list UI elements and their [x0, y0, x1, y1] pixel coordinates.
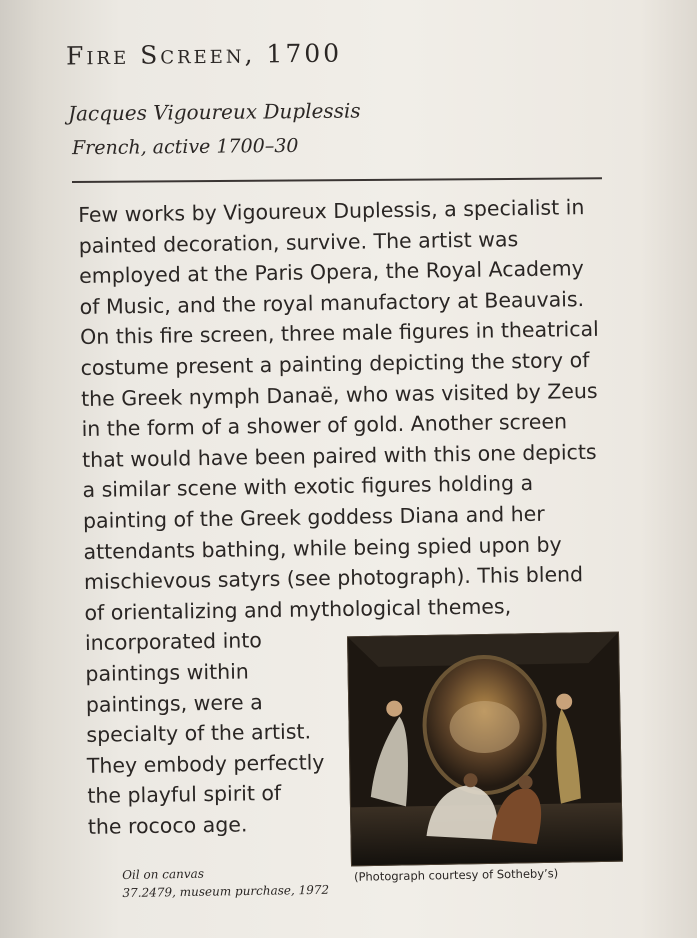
body-line: paintings, were a — [85, 689, 263, 717]
artwork-title: Fire Screen, 1700 — [65, 38, 343, 71]
body-line: of Music, and the royal manufactory at Beauvais. — [79, 286, 585, 319]
artist-name: Jacques Vigoureux Duplessis — [67, 98, 361, 126]
body-line: painting of the Greek goddess Diana and her — [82, 501, 545, 533]
body-line: Few works by Vigoureux Duplessis, a specialist in — [78, 195, 585, 227]
body-line: costume present a painting depicting the story of — [80, 347, 590, 380]
body-line: the Greek nymph Danaë, who was visited by Zeus — [80, 378, 598, 411]
body-line: employed at the Paris Opera, the Royal Academy — [79, 256, 584, 289]
medium-text: Oil on canvas — [122, 866, 205, 882]
body-line: attendants bathing, while being spied upon by — [83, 531, 562, 564]
artist-nationality: French, active 1700–30 — [71, 134, 299, 160]
companion-screen-photograph — [347, 632, 623, 867]
body-line: They embody perfectly — [86, 749, 325, 778]
body-line: specialty of the artist. — [86, 719, 312, 748]
body-line: incorporated into — [84, 628, 263, 656]
body-line: a similar scene with exotic figures holding a — [82, 471, 534, 503]
accession-text: 37.2479, museum purchase, 1972 — [122, 882, 330, 900]
body-line: the rococo age. — [87, 812, 248, 839]
body-line: in the form of a shower of gold. Another screen — [81, 409, 568, 442]
body-line: paintings within — [85, 659, 250, 686]
painting-illustration — [348, 633, 622, 866]
body-line: the playful spirit of — [87, 781, 282, 809]
body-line: of orientalizing and mythological themes, — [84, 593, 512, 625]
photograph-credit: (Photograph courtesy of Sotheby’s) — [353, 866, 559, 884]
divider-rule — [72, 177, 602, 183]
body-line: painted decoration, survive. The artist was — [78, 226, 519, 258]
object-credit-line — [122, 863, 329, 902]
body-line: that would have been paired with this one depicts — [81, 439, 597, 472]
body-line: On this fire screen, three male figures in theatrical — [79, 317, 599, 350]
body-line: mischievous satyrs (see photograph). This blend — [83, 562, 584, 595]
